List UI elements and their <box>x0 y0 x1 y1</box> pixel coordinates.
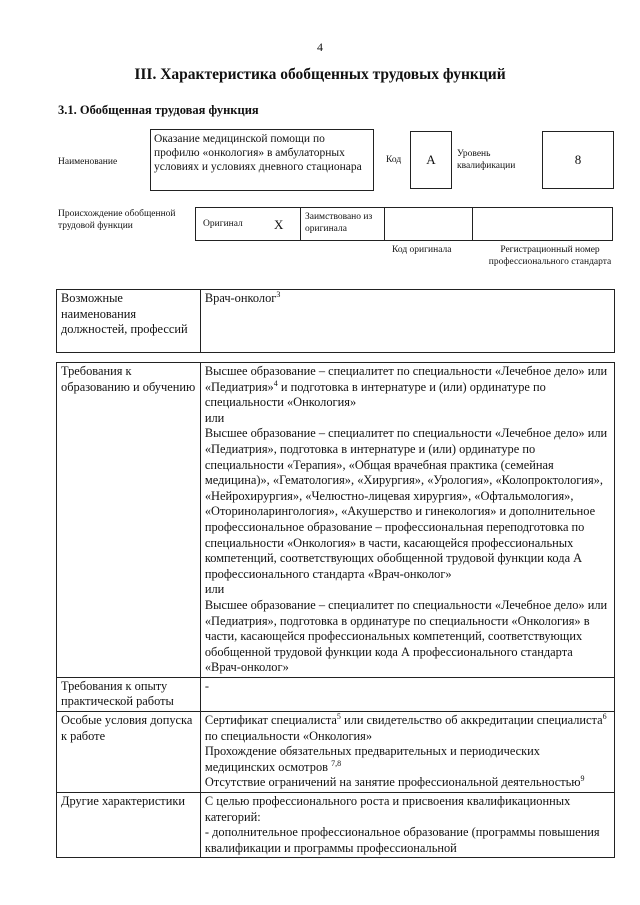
level-label: Уровень квалификации <box>457 149 516 171</box>
subsection-title: 3.1. Обобщенная трудовая функция <box>58 103 259 117</box>
function-name-value: Оказание медицинской помощи по профилю «онкология» в амбулаторных условиях и условиях дневного стационара <box>154 133 362 173</box>
code-box <box>410 131 452 189</box>
origin-code-caption: Код оригинала <box>392 245 452 255</box>
special-label-cell <box>57 712 201 793</box>
borrowed-label: Заимствовано из оригинала <box>305 212 373 234</box>
education-or-1: или <box>204 410 225 425</box>
experience-label-cell <box>57 677 201 711</box>
special-footnote-6: 6 <box>602 711 607 721</box>
level-value: 8 <box>574 152 582 167</box>
education-footnote: 4 <box>273 378 278 388</box>
requirements-table <box>56 362 615 858</box>
special-condition-1: Сертификат специалиста$^5$ или свидетельство об аккредитации специалиста$^6$ по специальности «Онкология» <box>204 711 607 743</box>
education-option-1: Высшее образование – специалитет по специальности «Лечебное дело» или «Педиатрия»$^4$ и подготовка в интернатуре и (или) ординатуре по специальности «Онкология» <box>204 364 608 410</box>
special-footnote-5: 5 <box>336 711 341 721</box>
special-label: Особые условия допуска к работе <box>61 713 193 743</box>
positions-value: Врач-онколог <box>204 291 277 305</box>
experience-value: - <box>204 678 209 693</box>
positions-value-cell <box>200 290 614 353</box>
origin-divider-1 <box>300 207 301 241</box>
education-label-cell <box>57 363 201 678</box>
special-footnote-9: 9 <box>580 774 585 784</box>
experience-value-cell <box>200 677 614 711</box>
origin-label: Происхождение обобщенной трудовой функции <box>58 209 176 231</box>
code-value: А <box>426 152 436 167</box>
section-title: III. Характеристика обобщенных трудовых функций <box>134 66 506 83</box>
other-line-2: - дополнительное профессиональное образование (программы повышения квалификации и программы профессиональной <box>204 825 600 855</box>
original-label: Оригинал <box>203 219 243 229</box>
origin-divider-3 <box>472 207 473 241</box>
name-label: Наименование <box>58 157 118 167</box>
function-name-box <box>150 129 374 191</box>
origin-divider-2 <box>384 207 385 241</box>
education-label: Требования к образованию и обучению <box>61 364 196 394</box>
page-number: 4 <box>317 40 323 54</box>
positions-footnote: 3 <box>276 289 281 299</box>
origin-box <box>195 207 613 241</box>
special-footnote-78: 7,8 <box>331 758 342 768</box>
positions-label: Возможные наименования должностей, профессий <box>61 291 188 337</box>
special-condition-2: Прохождение обязательных предварительных и периодических медицинских осмотров $^{7,8}$ <box>204 744 541 774</box>
education-option-2: Высшее образование – специалитет по специальности «Лечебное дело» или «Педиатрия», подготовка в интернатуре и (или) ординатуре по специальности «Терапия», «Общая врачебная практика (семейная медицина)», «Гематология», «Хирургия», «Урология», «Колопроктология», «Нейрохирургия», «Челюстно-лицевая хирургия», «Офтальмология», «Оториноларингология», «Акушерство и гинекология» и дополнительное профессиональное образование – профессиональная переподготовка по специальности «Онкология» в части, касающейся профессиональных компетенций, соответствующих обобщенной трудовой функции кода А профессионального стандарта «Врач-онколог» <box>204 426 608 581</box>
level-box <box>542 131 614 189</box>
other-label: Другие характеристики <box>61 794 186 809</box>
education-option-3: Высшее образование – специалитет по специальности «Лечебное дело» или «Педиатрия», подготовка в ординатуре по специальности «Онкология» в части, касающейся профессиональных компетенций, соответствующих обобщенной трудовой функции кода А профессионального стандарта «Врач-онколог» <box>204 597 608 675</box>
original-mark: X <box>274 217 284 232</box>
code-label: Код <box>386 155 402 165</box>
other-value-cell <box>200 793 614 858</box>
experience-label: Требования к опыту практической работы <box>61 678 174 709</box>
other-line-1: С целью профессионального роста и присвоения квалификационных категорий: <box>204 794 571 824</box>
positions-table <box>56 289 615 353</box>
positions-label-cell <box>57 290 201 353</box>
special-value-cell <box>200 712 614 793</box>
education-or-2: или <box>204 582 225 597</box>
education-value-cell <box>200 363 614 678</box>
reg-number-caption: Регистрационный номер профессионального стандарта <box>488 245 612 267</box>
special-condition-3: Отсутствие ограничений на занятие профессиональной деятельностью$^9$ <box>204 774 585 790</box>
other-label-cell <box>57 793 201 858</box>
